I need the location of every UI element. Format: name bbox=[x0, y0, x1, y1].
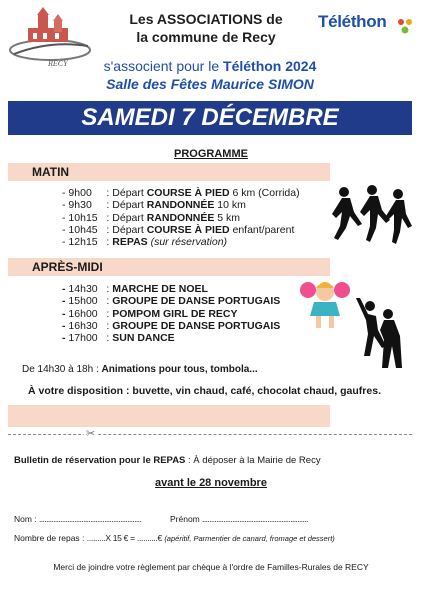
merci-line: Merci de joindre votre règlement par chèque à l'ordre de Familles-Rurales de RECY bbox=[53, 562, 369, 572]
item-time: 15h00 bbox=[68, 295, 98, 308]
prenom-field[interactable] bbox=[170, 514, 308, 524]
item-time: 9h30 bbox=[68, 199, 92, 212]
repas-note: (apéritif, Parmentier de canard, fromage et dessert) bbox=[164, 534, 335, 543]
deadline: avant le 28 novembre bbox=[155, 477, 267, 489]
list-item: - 16h30 : GROUPE DE DANSE PORTUGAIS bbox=[62, 319, 281, 332]
animations-line bbox=[22, 364, 258, 375]
empty-band bbox=[8, 405, 330, 427]
item-post: 10 km bbox=[214, 199, 246, 212]
nombre-repas-field[interactable] bbox=[14, 533, 335, 543]
item-activity: SUN DANCE bbox=[112, 332, 175, 345]
bulletin-title: Bulletin de réservation pour le REPAS bbox=[14, 455, 186, 466]
list-item: - 10h45 : Départ COURSE À PIED enfant/parent bbox=[62, 223, 295, 236]
prenom-label: Prénom bbox=[170, 514, 203, 524]
item-time: 14h30 bbox=[68, 283, 98, 295]
nom-label: Nom : bbox=[14, 514, 40, 524]
item-activity: GROUPE DE DANSE PORTUGAIS bbox=[112, 295, 281, 308]
cut-line bbox=[8, 434, 412, 435]
dancers-illustration bbox=[352, 296, 406, 372]
item-pre: Départ bbox=[112, 199, 147, 212]
runners-illustration bbox=[330, 180, 414, 250]
disposition-line: À votre disposition : buvette, vin chaud, café, chocolat chaud, gaufres. bbox=[28, 385, 381, 397]
repas-dots: .........X 15 € = ..........€ bbox=[86, 533, 162, 543]
item-pre: Départ bbox=[112, 187, 147, 199]
bulletin-rest: : À déposer à la Mairie de Recy bbox=[185, 455, 321, 466]
item-activity: COURSE À PIED bbox=[146, 223, 230, 236]
list-item: - 14h30 : MARCHE DE NOEL bbox=[62, 283, 208, 295]
matin-list bbox=[62, 187, 300, 248]
item-pre: Départ bbox=[112, 223, 147, 236]
item-activity: POMPOM GIRL DE RECY bbox=[112, 307, 238, 320]
telethon-logo-text: Téléthon bbox=[318, 12, 387, 31]
item-post: enfant/parent bbox=[229, 223, 295, 236]
item-activity: GROUPE DE DANSE PORTUGAIS bbox=[112, 319, 281, 332]
list-item: - 15h00 : GROUPE DE DANSE PORTUGAIS bbox=[62, 295, 281, 308]
item-activity: REPAS bbox=[112, 236, 148, 249]
nom-field[interactable] bbox=[14, 514, 141, 524]
list-item: - 10h15 : Départ RANDONNÉE 5 km bbox=[62, 211, 241, 224]
nom-dots: .......................................................... bbox=[39, 514, 142, 524]
list-item: - 12h15 : REPAS (sur réservation) bbox=[62, 236, 228, 249]
list-item: - 17h00 : SUN DANCE bbox=[62, 332, 175, 345]
telethon-people-icon bbox=[396, 18, 414, 36]
item-activity: MARCHE DE NOEL bbox=[112, 283, 208, 295]
list-item: - 9h30 : Départ RANDONNÉE 10 km bbox=[62, 199, 246, 212]
header-title-line2: la commune de Recy bbox=[136, 29, 276, 45]
pompom-girl-illustration bbox=[298, 276, 352, 332]
header-title bbox=[100, 10, 312, 46]
apres-midi-list bbox=[62, 283, 280, 344]
item-time: 9h00 bbox=[68, 187, 92, 199]
repas-label: Nombre de repas : bbox=[14, 533, 87, 543]
item-pre: Départ bbox=[112, 211, 147, 224]
header-title-line1: Les ASSOCIATIONS de bbox=[129, 11, 283, 27]
apres-midi-band bbox=[8, 258, 330, 276]
item-time: 10h15 bbox=[68, 211, 98, 224]
matin-band bbox=[8, 163, 330, 181]
animations-text: Animations pour tous, tombola... bbox=[101, 364, 258, 375]
programme-title-text: PROGRAMME bbox=[174, 148, 248, 160]
subtitle-event: Téléthon 2024 bbox=[223, 58, 317, 74]
prenom-dots: ............................................................ bbox=[202, 514, 308, 524]
item-post: 6 km (Corrida) bbox=[229, 187, 300, 199]
animations-prefix: De 14h30 à 18h : bbox=[22, 364, 102, 375]
matin-label: MATIN bbox=[32, 165, 70, 179]
apres-midi-label: APRÈS-MIDI bbox=[32, 260, 103, 274]
item-activity: COURSE À PIED bbox=[146, 187, 230, 199]
item-time: 16h00 bbox=[68, 307, 98, 320]
date-banner: SAMEDI 7 DÉCEMBRE bbox=[8, 101, 412, 135]
subtitle-line bbox=[60, 58, 360, 74]
item-time: 16h30 bbox=[68, 319, 98, 332]
item-time: 10h45 bbox=[68, 223, 98, 236]
programme-title bbox=[0, 148, 422, 160]
item-activity: RANDONNÉE bbox=[146, 211, 215, 224]
logo-text: RECY bbox=[48, 59, 68, 68]
item-post: 5 km bbox=[214, 211, 241, 224]
subtitle-prefix: s'associent pour le bbox=[103, 58, 224, 74]
list-item: - 16h00 : POMPOM GIRL DE RECY bbox=[62, 307, 238, 320]
item-time: 12h15 bbox=[68, 236, 98, 249]
scissors-icon: ✂ bbox=[86, 428, 96, 440]
item-time: 17h00 bbox=[68, 332, 98, 345]
list-item: - 9h00 : Départ COURSE À PIED 6 km (Corrida) bbox=[62, 187, 300, 199]
telethon-logo bbox=[318, 12, 416, 42]
item-activity: RANDONNÉE bbox=[146, 199, 215, 212]
venue: Salle des Fêtes Maurice SIMON bbox=[106, 76, 314, 92]
item-post: (sur réservation) bbox=[147, 236, 228, 249]
bulletin-line bbox=[14, 455, 321, 466]
